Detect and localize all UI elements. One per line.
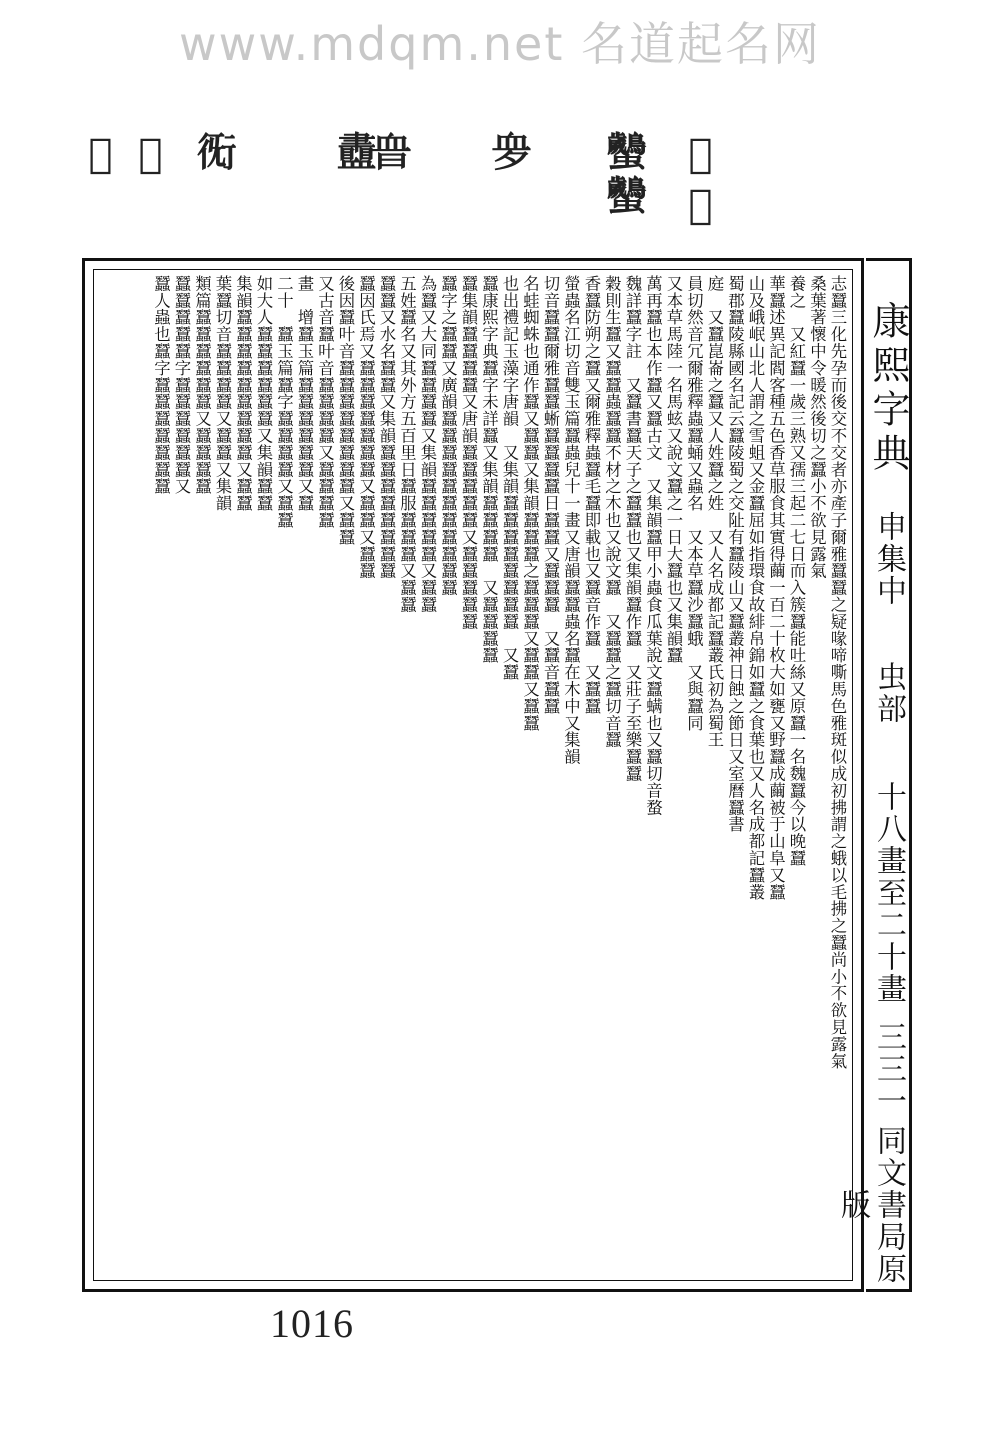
- stroke-range-label: 十八畫至二十畫: [871, 781, 906, 1005]
- text-column: 蠶人蟲也蠶字蠶蠶蠶蠶蠶蠶蠶: [151, 275, 171, 495]
- text-column: 蠶康熙字典蠶字未詳蠶又集韻蠶蠶蠶蠶 又蠶蠶蠶蠶: [479, 275, 499, 664]
- seal-char: 𧗙: [332, 130, 379, 174]
- dictionary-text-frame: [82, 258, 864, 1292]
- seal-char: 𧗯𧗯: [677, 130, 724, 232]
- seal-char: 𧗨: [192, 130, 239, 174]
- seal-char: 𧗢: [77, 130, 124, 181]
- text-column: 螢蟲名江切音雙玉篇蠶蟲兒十一畫又唐韻蠶蠶蟲名蠶在木中又集韻: [561, 275, 581, 766]
- seal-char: 𧖠𧖠: [602, 130, 649, 218]
- text-column: 蠶字之蠶蠶又廣韻蠶蠶蠶蠶蠶蠶蠶蠶蠶蠶蠶: [438, 275, 458, 597]
- text-column: 庭 又蠶崑崙之蠶又人姓蠶之姓 又人名成都記蠶叢氏初為蜀王: [705, 275, 724, 749]
- text-column: 葉蠶切音蠶蠶蠶蠶又蠶蠶又集韻: [213, 275, 232, 512]
- dictionary-body: [99, 275, 847, 1275]
- text-column: 切音蠶蠶爾雅蠶蠶蜥蠶蠶蠶蠶日蠶蠶又蠶蠶蠶 又蠶音蠶蠶: [541, 275, 560, 715]
- text-column: 後因蠶叶音蠶蠶蠶蠶蠶蠶蠶蠶又蠶蠶: [336, 275, 355, 546]
- page-label: 三三一: [871, 1021, 906, 1117]
- text-column: 蜀郡蠶陵縣國名記云蠶陵蜀之交阯有蠶陵山又蠶叢神日蝕之節日又室曆蠶書: [725, 275, 745, 833]
- text-column: 穀則生蠶又蠶蠶蟲蠶蠶不材之木也又說文蠶 又蠶蠶之蠶切音蠶: [602, 275, 622, 749]
- publisher-label: 同文書局原版: [835, 1125, 906, 1285]
- text-column: 又古音蠶叶音蠶蠶蠶蠶又蠶蠶蠶蠶: [315, 275, 335, 529]
- text-column: 集韻蠶蠶蠶蠶蠶蠶蠶蠶蠶又蠶蠶: [233, 275, 253, 512]
- radical-label: 虫部: [871, 661, 906, 725]
- text-column: 類篇蠶蠶蠶蠶蠶蠶又蠶蠶蠶蠶: [192, 275, 212, 495]
- book-title: 康熙字典: [866, 301, 910, 477]
- seal-char: 𧖮: [367, 130, 414, 174]
- text-column: 二十 蠶玉篇蠶字蠶蠶蠶蠶又蠶蠶: [274, 275, 294, 529]
- watermark-text: www.mdqm.net 名道起名网: [178, 17, 822, 71]
- text-column: 蠶蠶又水名蠶蠶又集韻蠶蠶蠶蠶蠶蠶蠶蠶: [377, 275, 396, 580]
- text-column: 香蠶防朔之蠶又爾雅釋蟲蠶毛蠶即載也又蠶音作蠶 又蠶蠶: [582, 275, 601, 715]
- text-column: 為蠶又大同蠶蠶蠶蠶又集韻蠶蠶蠶蠶蠶又蠶蠶: [418, 275, 437, 613]
- page-number: 1016: [270, 1301, 354, 1346]
- text-column: 畫 增蠶玉篇蠶蠶蠶蠶蠶蠶又蠶: [295, 275, 314, 512]
- text-column: 華蠶述異記閻客種五色香草服食其實得繭一百二十枚大如甕又野蠶成繭被于山阜又蠶: [766, 275, 786, 901]
- text-column: 蠶集韻蠶蠶蠶蠶又唐韻蠶蠶蠶蠶蠶又蠶蠶蠶蠶蠶: [459, 275, 478, 630]
- text-column: 蠶因氏焉又蠶蠶蠶蠶蠶蠶蠶又蠶蠶又蠶蠶: [356, 275, 376, 580]
- text-column: 五姓蠶名又其外方五百里日蠶服蠶蠶蠶又蠶蠶: [397, 275, 417, 613]
- text-column: 志蠶三化先孕而後交不交者亦產子爾雅蠶蠶之疑喙啼嘶馬色雅斑似成初拂謂之蛾以毛拂之蠶尚小不欲見露氣: [828, 275, 847, 1070]
- text-column: 養之 又紅蠶一歲三熟又孺三起二七日而入簇蠶能吐絲又原蠶一名魏蠶今以晚蠶: [787, 275, 806, 867]
- seal-script-row: [77, 130, 760, 270]
- text-column: 員切然音冗爾雅釋蟲蠶蛹又蟲名 又本草蠶沙蠶蛾 又與蠶同: [684, 275, 704, 732]
- text-column: 名蛙蜘蛛也通作蠶又蠶蠶又集韻蠶蠶蠶之蠶蠶蠶又蠶蠶又蠶蠶: [520, 275, 540, 732]
- text-column: 也出禮記玉藻字唐韻 又集韻蠶蠶蠶蠶蠶蠶蠶蠶 又蠶: [500, 275, 519, 681]
- text-column: 蠶蠶蠶蠶蠶字蠶蠶蠶蠶蠶蠶又: [172, 275, 191, 495]
- section-label: 申集中: [871, 511, 906, 607]
- text-column: 又本草馬陸一名馬蚿又說文蠶之一日大蠶也又集韻蠶: [664, 275, 683, 664]
- text-column: 如大人蠶蠶蠶蠶蠶蠶又集韻蠶蠶: [254, 275, 273, 512]
- text-column: 萬再蠶也本作蠶又蠶古文 又集韻蠶甲小蟲食瓜葉說文蠶螨也又蠶切音蝥: [643, 275, 663, 816]
- text-column: 魏詳蠶字註 又蠶書蠶天子之蠶蠶也又集韻蠶作蠶 又莊子至樂蠶蠶: [623, 275, 642, 782]
- text-column: 桑葉著懷中令暖然後切之蠶小不欲見露氣: [807, 275, 827, 580]
- seal-char: 𧖪: [487, 130, 534, 174]
- text-column: 山及峨岷山北人謂之雪蛆又金蠶屈如指環食故緋帛錦如蠶之食葉也又人名成都記蠶叢: [746, 275, 765, 901]
- seal-char: 𧗥: [127, 130, 174, 181]
